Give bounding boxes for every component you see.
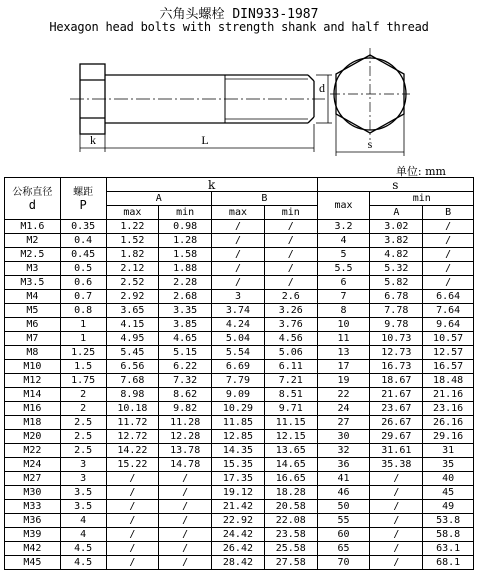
table-cell: / (159, 528, 212, 542)
table-cell: M3.5 (5, 276, 61, 290)
table-cell: 4.82 (370, 248, 423, 262)
table-cell: 25.58 (264, 542, 317, 556)
table-cell: 5.45 (106, 346, 159, 360)
table-cell: 12.73 (370, 346, 423, 360)
table-cell: / (423, 262, 474, 276)
table-row (5, 486, 474, 500)
table-row (5, 262, 474, 276)
table-cell: 0.98 (159, 220, 212, 234)
table-cell: 18.67 (370, 374, 423, 388)
table-cell: / (264, 248, 317, 262)
table-cell: 12.15 (264, 430, 317, 444)
bolt-technical-drawing (0, 40, 478, 165)
table-cell: 5.54 (212, 346, 265, 360)
table-row (5, 528, 474, 542)
table-cell: 32 (317, 444, 370, 458)
table-row (5, 444, 474, 458)
table-cell: 8.98 (106, 388, 159, 402)
table-row (5, 430, 474, 444)
table-cell: 50 (317, 500, 370, 514)
table-cell: 9.64 (423, 318, 474, 332)
spec-table (4, 177, 474, 570)
table-cell: 46 (317, 486, 370, 500)
table-cell: 22.08 (264, 514, 317, 528)
table-cell: / (370, 514, 423, 528)
table-cell: 9.82 (159, 402, 212, 416)
table-cell: / (264, 276, 317, 290)
table-cell: 3.5 (60, 486, 106, 500)
table-cell: 7.64 (423, 304, 474, 318)
table-cell: 13.65 (264, 444, 317, 458)
table-cell: 8 (317, 304, 370, 318)
table-row (5, 304, 474, 318)
header-nominal-symbol: d (28, 197, 37, 212)
table-cell: 31 (423, 444, 474, 458)
dimension-d-label: d (319, 81, 325, 95)
table-cell: 2.5 (60, 444, 106, 458)
table-cell: 2.12 (106, 262, 159, 276)
table-cell: 1.25 (60, 346, 106, 360)
table-cell: M12 (5, 374, 61, 388)
table-cell: 1.88 (159, 262, 212, 276)
table-cell: 4.65 (159, 332, 212, 346)
table-cell: / (370, 556, 423, 570)
table-cell: 30 (317, 430, 370, 444)
dimension-L-label: L (201, 133, 209, 147)
table-cell: 2.52 (106, 276, 159, 290)
table-cell: M39 (5, 528, 61, 542)
table-cell: / (159, 500, 212, 514)
table-cell: / (370, 542, 423, 556)
table-cell: / (370, 472, 423, 486)
table-row (5, 318, 474, 332)
table-cell: 7.79 (212, 374, 265, 388)
table-row (5, 360, 474, 374)
table-cell: 2.5 (60, 416, 106, 430)
table-cell: M22 (5, 444, 61, 458)
table-cell: / (212, 262, 265, 276)
table-cell: 2 (60, 388, 106, 402)
header-s: s (317, 178, 473, 192)
table-cell: 24.42 (212, 528, 265, 542)
table-cell: 49 (423, 500, 474, 514)
table-cell: 23.58 (264, 528, 317, 542)
table-cell: 17 (317, 360, 370, 374)
table-cell: 11.85 (212, 416, 265, 430)
spec-table-body (5, 220, 474, 570)
table-cell: 10.73 (370, 332, 423, 346)
table-cell: 15.22 (106, 458, 159, 472)
table-cell: 1.5 (60, 360, 106, 374)
table-row (5, 248, 474, 262)
table-cell: 9.09 (212, 388, 265, 402)
table-cell: 8.51 (264, 388, 317, 402)
table-cell: 3.85 (159, 318, 212, 332)
table-cell: 1.28 (159, 234, 212, 248)
table-cell: 5.04 (212, 332, 265, 346)
table-cell: 11.15 (264, 416, 317, 430)
table-row (5, 234, 474, 248)
table-cell: M45 (5, 556, 61, 570)
table-row (5, 556, 474, 570)
table-cell: / (106, 556, 159, 570)
table-cell: 1.75 (60, 374, 106, 388)
header-k-b-max: max (212, 206, 265, 220)
table-cell: 12.85 (212, 430, 265, 444)
table-cell: 3 (60, 472, 106, 486)
table-cell: 55 (317, 514, 370, 528)
table-cell: / (159, 514, 212, 528)
table-cell: / (159, 542, 212, 556)
table-cell: 4.56 (264, 332, 317, 346)
table-row (5, 500, 474, 514)
table-cell: 0.5 (60, 262, 106, 276)
table-cell: 53.8 (423, 514, 474, 528)
table-cell: / (106, 528, 159, 542)
table-cell: 3 (212, 290, 265, 304)
table-cell: 0.8 (60, 304, 106, 318)
table-row (5, 346, 474, 360)
table-cell: / (423, 276, 474, 290)
table-cell: 4 (60, 514, 106, 528)
table-cell: M42 (5, 542, 61, 556)
table-cell: 10.57 (423, 332, 474, 346)
table-cell: 28.42 (212, 556, 265, 570)
header-k-grade-a: A (106, 192, 212, 206)
table-cell: 6.56 (106, 360, 159, 374)
table-cell: 22.92 (212, 514, 265, 528)
table-row (5, 276, 474, 290)
table-cell: 12.57 (423, 346, 474, 360)
table-cell: 35 (423, 458, 474, 472)
table-cell: 16.57 (423, 360, 474, 374)
table-cell: 6.78 (370, 290, 423, 304)
table-cell: 1.58 (159, 248, 212, 262)
table-cell: 27.58 (264, 556, 317, 570)
table-cell: / (159, 556, 212, 570)
header-s-min: min (370, 192, 474, 206)
table-cell: 26.16 (423, 416, 474, 430)
table-cell: / (106, 472, 159, 486)
table-cell: / (423, 248, 474, 262)
table-cell: 60 (317, 528, 370, 542)
header-k-grade-b: B (212, 192, 318, 206)
table-cell: 2.68 (159, 290, 212, 304)
table-cell: / (106, 500, 159, 514)
table-cell: 3.65 (106, 304, 159, 318)
table-row (5, 458, 474, 472)
table-cell: 0.45 (60, 248, 106, 262)
table-cell: M2.5 (5, 248, 61, 262)
header-s-max: max (317, 192, 370, 220)
table-cell: 16.65 (264, 472, 317, 486)
table-cell: / (212, 220, 265, 234)
table-cell: / (370, 500, 423, 514)
table-cell: 2.5 (60, 430, 106, 444)
table-cell: 0.35 (60, 220, 106, 234)
table-cell: 2.28 (159, 276, 212, 290)
table-cell: 11.28 (159, 416, 212, 430)
table-cell: / (264, 220, 317, 234)
table-cell: 3.2 (317, 220, 370, 234)
table-cell: 40 (423, 472, 474, 486)
table-cell: 6.22 (159, 360, 212, 374)
table-cell: 7.21 (264, 374, 317, 388)
table-cell: 3.26 (264, 304, 317, 318)
table-cell: 0.7 (60, 290, 106, 304)
table-cell: 4 (60, 528, 106, 542)
table-cell: M30 (5, 486, 61, 500)
table-cell: 4.5 (60, 556, 106, 570)
table-cell: 6.11 (264, 360, 317, 374)
table-cell: M4 (5, 290, 61, 304)
table-cell: 22 (317, 388, 370, 402)
table-cell: 2 (60, 402, 106, 416)
table-cell: M27 (5, 472, 61, 486)
table-cell: 7.32 (159, 374, 212, 388)
table-cell: 1 (60, 318, 106, 332)
table-cell: 18.48 (423, 374, 474, 388)
header-pitch-symbol: P (79, 197, 87, 212)
table-row (5, 472, 474, 486)
table-cell: / (212, 234, 265, 248)
table-cell: 0.4 (60, 234, 106, 248)
table-cell: / (423, 220, 474, 234)
table-row (5, 374, 474, 388)
table-cell: M16 (5, 402, 61, 416)
table-cell: 4.15 (106, 318, 159, 332)
document-subtitle: Hexagon head bolts with strength shank and half thread (49, 20, 429, 34)
table-cell: 8.62 (159, 388, 212, 402)
table-cell: 4.95 (106, 332, 159, 346)
table-cell: / (106, 542, 159, 556)
table-cell: 45 (423, 486, 474, 500)
table-cell: 0.6 (60, 276, 106, 290)
header-pitch-label: 螺距 (73, 186, 94, 198)
table-cell: 31.61 (370, 444, 423, 458)
table-cell: 17.35 (212, 472, 265, 486)
table-cell: 14.35 (212, 444, 265, 458)
table-cell: M3 (5, 262, 61, 276)
table-cell: 26.67 (370, 416, 423, 430)
table-cell: 13 (317, 346, 370, 360)
table-row (5, 416, 474, 430)
table-cell: 11 (317, 332, 370, 346)
table-row (5, 402, 474, 416)
table-cell: 5 (317, 248, 370, 262)
table-cell: 35.38 (370, 458, 423, 472)
table-cell: 58.8 (423, 528, 474, 542)
table-cell: 5.15 (159, 346, 212, 360)
header-s-min-a: A (370, 206, 423, 220)
table-cell: / (159, 486, 212, 500)
table-cell: 3.74 (212, 304, 265, 318)
table-cell: M8 (5, 346, 61, 360)
table-cell: 3.76 (264, 318, 317, 332)
table-cell: 4.24 (212, 318, 265, 332)
table-cell: / (264, 234, 317, 248)
table-cell: / (370, 486, 423, 500)
header-k-a-min: min (159, 206, 212, 220)
table-cell: 3.5 (60, 500, 106, 514)
table-cell: 4 (317, 234, 370, 248)
table-cell: / (212, 276, 265, 290)
table-cell: 3 (60, 458, 106, 472)
table-cell: 36 (317, 458, 370, 472)
table-cell: / (423, 234, 474, 248)
table-row (5, 514, 474, 528)
table-cell: 15.35 (212, 458, 265, 472)
table-cell: M20 (5, 430, 61, 444)
table-cell: 5.32 (370, 262, 423, 276)
table-row (5, 388, 474, 402)
header-pitch (60, 178, 106, 220)
table-cell: M7 (5, 332, 61, 346)
table-cell: 6 (317, 276, 370, 290)
table-cell: / (370, 528, 423, 542)
table-cell: 9.78 (370, 318, 423, 332)
table-cell: 14.65 (264, 458, 317, 472)
table-cell: 10.29 (212, 402, 265, 416)
table-cell: 13.78 (159, 444, 212, 458)
unit-note: 单位: mm (395, 165, 446, 178)
table-cell: 2.92 (106, 290, 159, 304)
header-nominal-label: 公称直径 (12, 186, 53, 198)
table-cell: 5.5 (317, 262, 370, 276)
table-cell: 19.12 (212, 486, 265, 500)
table-cell: M5 (5, 304, 61, 318)
table-cell: 20.58 (264, 500, 317, 514)
table-cell: M6 (5, 318, 61, 332)
header-s-min-b: B (423, 206, 474, 220)
table-cell: 2.6 (264, 290, 317, 304)
table-cell: M10 (5, 360, 61, 374)
table-row (5, 290, 474, 304)
table-cell: 3.02 (370, 220, 423, 234)
table-cell: M18 (5, 416, 61, 430)
table-cell: 11.72 (106, 416, 159, 430)
table-cell: 18.28 (264, 486, 317, 500)
table-cell: M1.6 (5, 220, 61, 234)
table-cell: / (264, 262, 317, 276)
table-cell: 23.67 (370, 402, 423, 416)
table-cell: M33 (5, 500, 61, 514)
table-cell: 7.78 (370, 304, 423, 318)
table-cell: / (106, 514, 159, 528)
table-cell: 12.28 (159, 430, 212, 444)
table-cell: 4.5 (60, 542, 106, 556)
table-cell: 5.06 (264, 346, 317, 360)
table-cell: 23.16 (423, 402, 474, 416)
table-row (5, 332, 474, 346)
table-cell: 1.22 (106, 220, 159, 234)
table-cell: 3.35 (159, 304, 212, 318)
table-cell: 7.68 (106, 374, 159, 388)
table-cell: M2 (5, 234, 61, 248)
header-k-b-min: min (264, 206, 317, 220)
table-cell: 26.42 (212, 542, 265, 556)
table-cell: 68.1 (423, 556, 474, 570)
table-cell: 3.82 (370, 234, 423, 248)
table-cell: 19 (317, 374, 370, 388)
table-cell: 21.42 (212, 500, 265, 514)
table-cell: 70 (317, 556, 370, 570)
table-cell: 10 (317, 318, 370, 332)
table-row (5, 220, 474, 234)
table-cell: / (159, 472, 212, 486)
table-cell: 12.72 (106, 430, 159, 444)
table-cell: 29.67 (370, 430, 423, 444)
document-title: 六角头螺栓 DIN933-1987 (159, 7, 319, 22)
header-nominal-diameter (5, 178, 61, 220)
table-cell: 6.69 (212, 360, 265, 374)
table-cell: 41 (317, 472, 370, 486)
table-cell: 21.67 (370, 388, 423, 402)
header-k-a-max: max (106, 206, 159, 220)
table-cell: 6.64 (423, 290, 474, 304)
table-cell: / (212, 248, 265, 262)
dimension-k-label: k (90, 133, 96, 147)
dimension-s-label: s (367, 137, 373, 151)
table-cell: 9.71 (264, 402, 317, 416)
table-cell: M14 (5, 388, 61, 402)
table-cell: 14.78 (159, 458, 212, 472)
table-cell: 14.22 (106, 444, 159, 458)
header-k: k (106, 178, 317, 192)
table-cell: 63.1 (423, 542, 474, 556)
table-cell: 7 (317, 290, 370, 304)
table-cell: 21.16 (423, 388, 474, 402)
table-cell: 5.82 (370, 276, 423, 290)
table-cell: M36 (5, 514, 61, 528)
table-cell: 1.82 (106, 248, 159, 262)
table-cell: M24 (5, 458, 61, 472)
table-row (5, 542, 474, 556)
table-cell: 29.16 (423, 430, 474, 444)
table-cell: 1.52 (106, 234, 159, 248)
table-cell: 16.73 (370, 360, 423, 374)
table-cell: / (106, 486, 159, 500)
table-cell: 1 (60, 332, 106, 346)
table-cell: 24 (317, 402, 370, 416)
table-cell: 27 (317, 416, 370, 430)
table-cell: 65 (317, 542, 370, 556)
table-cell: 10.18 (106, 402, 159, 416)
